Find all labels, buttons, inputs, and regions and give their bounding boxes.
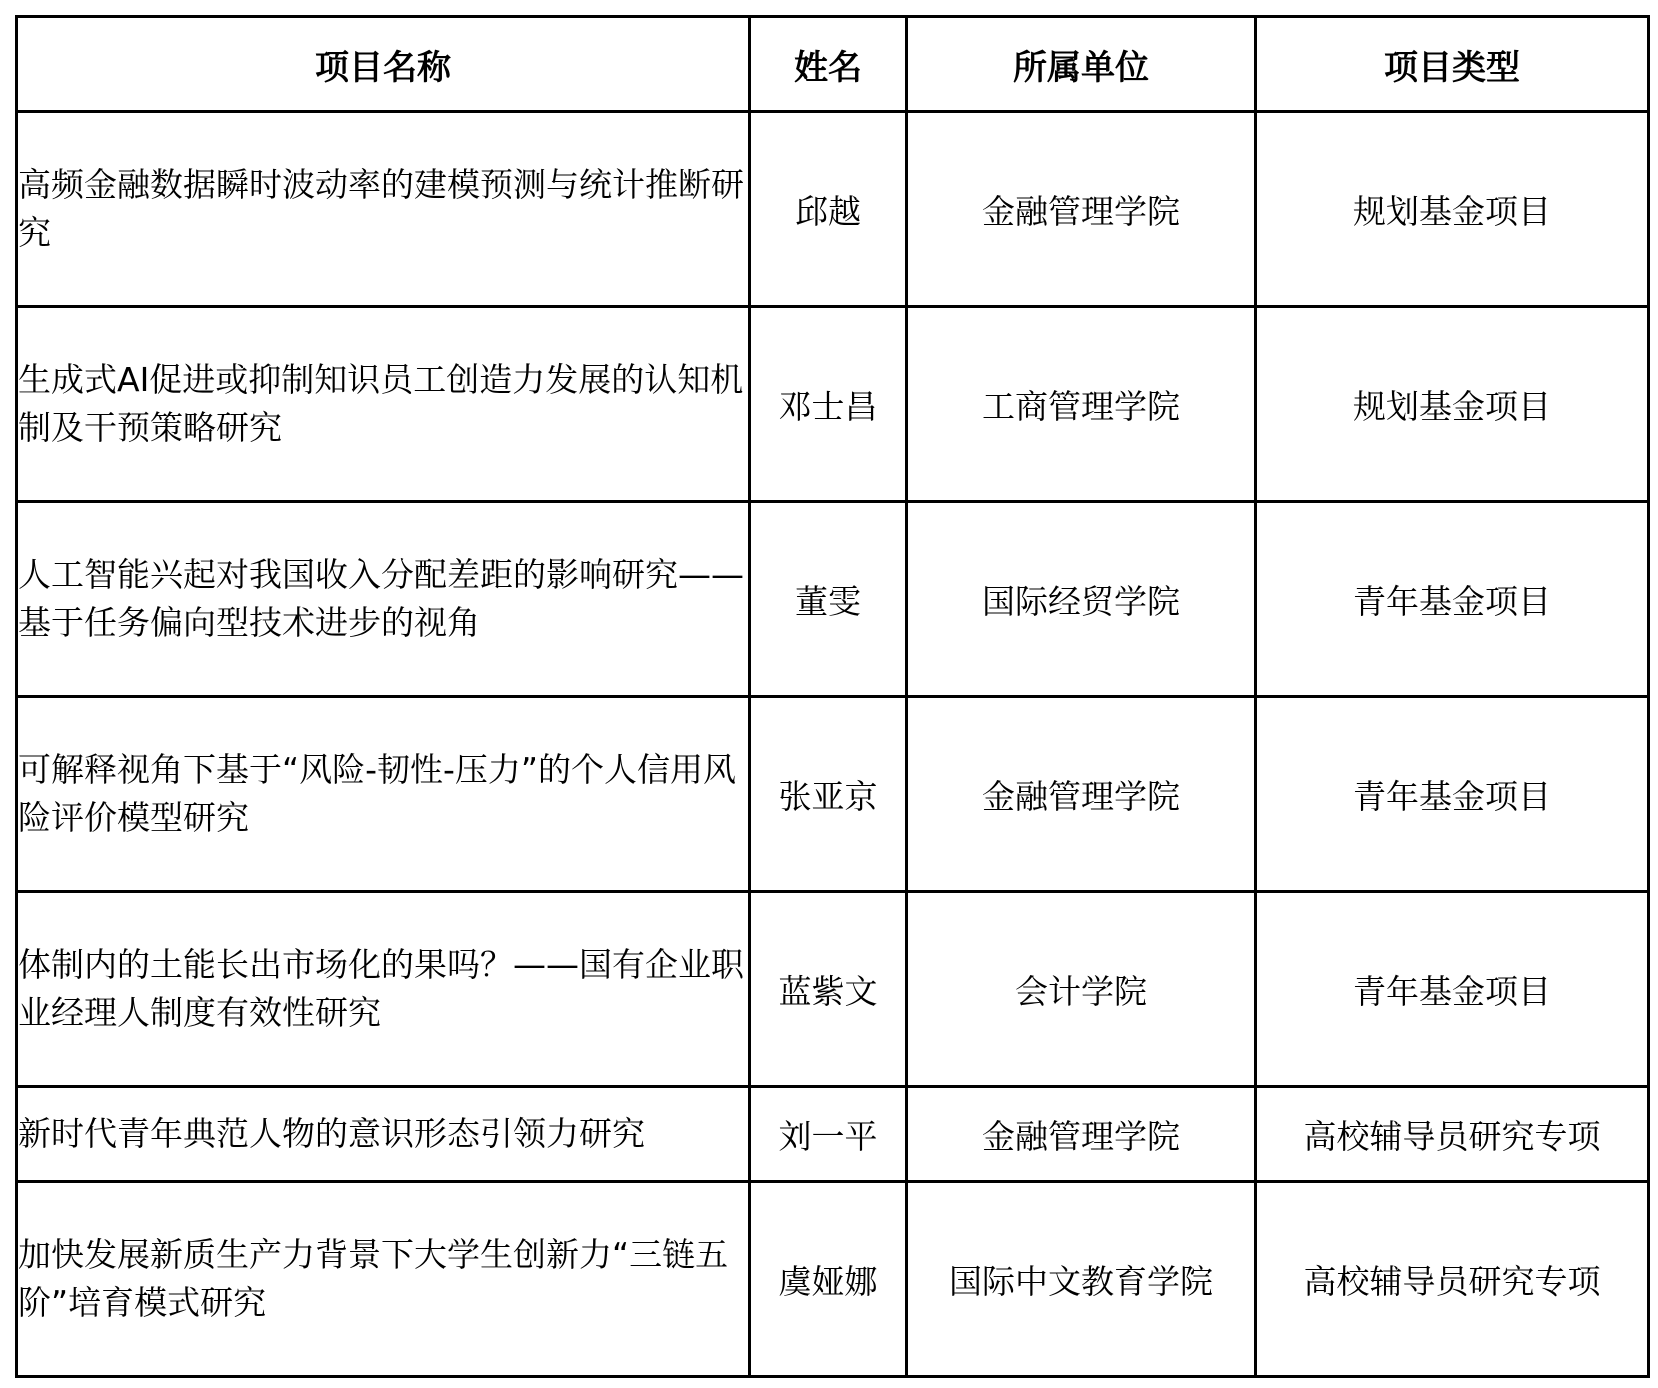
- person-name-cell: 邓士昌: [750, 307, 907, 502]
- table-row: [17, 1182, 1649, 1377]
- unit-cell: 国际经贸学院: [907, 502, 1256, 697]
- header-project-type: 项目类型: [1256, 17, 1649, 112]
- project-title-cell: 可解释视角下基于“风险-韧性-压力”的个人信用风险评价模型研究: [17, 697, 750, 892]
- project-type-cell: 青年基金项目: [1256, 697, 1649, 892]
- project-type-cell: 高校辅导员研究专项: [1256, 1182, 1649, 1377]
- person-name-cell: 邱越: [750, 112, 907, 307]
- unit-cell: 金融管理学院: [907, 697, 1256, 892]
- header-person-name: 姓名: [750, 17, 907, 112]
- project-title-cell: 人工智能兴起对我国收入分配差距的影响研究——基于任务偏向型技术进步的视角: [17, 502, 750, 697]
- unit-cell: 金融管理学院: [907, 112, 1256, 307]
- table-row: [17, 697, 1649, 892]
- unit-cell: 金融管理学院: [907, 1087, 1256, 1182]
- table-row: [17, 112, 1649, 307]
- unit-cell: 国际中文教育学院: [907, 1182, 1256, 1377]
- project-type-cell: 高校辅导员研究专项: [1256, 1087, 1649, 1182]
- project-title-cell: 高频金融数据瞬时波动率的建模预测与统计推断研究: [17, 112, 750, 307]
- project-table: [15, 15, 1650, 1378]
- table-row: [17, 502, 1649, 697]
- project-type-cell: 规划基金项目: [1256, 307, 1649, 502]
- table-row: [17, 892, 1649, 1087]
- person-name-cell: 董雯: [750, 502, 907, 697]
- project-type-cell: 规划基金项目: [1256, 112, 1649, 307]
- person-name-cell: 张亚京: [750, 697, 907, 892]
- person-name-cell: 蓝紫文: [750, 892, 907, 1087]
- unit-cell: 会计学院: [907, 892, 1256, 1087]
- project-title-cell: 加快发展新质生产力背景下大学生创新力“三链五阶”培育模式研究: [17, 1182, 750, 1377]
- header-project-name: 项目名称: [17, 17, 750, 112]
- project-title-cell: 新时代青年典范人物的意识形态引领力研究: [17, 1087, 750, 1182]
- header-unit: 所属单位: [907, 17, 1256, 112]
- project-title-cell: 生成式AI促进或抑制知识员工创造力发展的认知机制及干预策略研究: [17, 307, 750, 502]
- project-title-cell: 体制内的土能长出市场化的果吗？——国有企业职业经理人制度有效性研究: [17, 892, 750, 1087]
- project-type-cell: 青年基金项目: [1256, 502, 1649, 697]
- project-type-cell: 青年基金项目: [1256, 892, 1649, 1087]
- table-header-row: [17, 17, 1649, 112]
- table-row: [17, 1087, 1649, 1182]
- table-row: [17, 307, 1649, 502]
- person-name-cell: 刘一平: [750, 1087, 907, 1182]
- unit-cell: 工商管理学院: [907, 307, 1256, 502]
- person-name-cell: 虞娅娜: [750, 1182, 907, 1377]
